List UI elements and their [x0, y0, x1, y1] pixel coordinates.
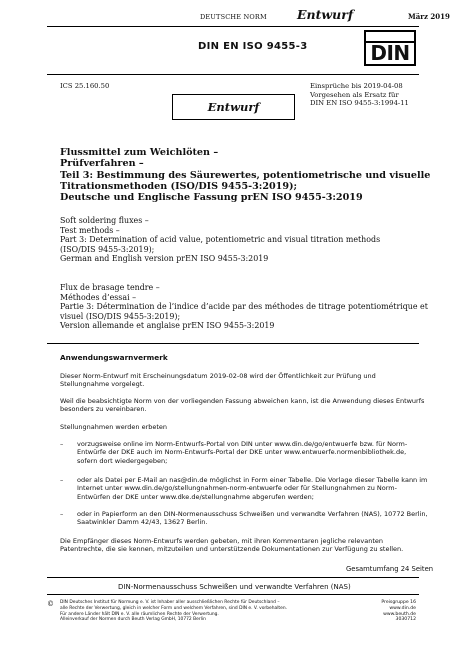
price-group: Preisgruppe 16 — [381, 600, 416, 605]
submission-option-online — [60, 440, 420, 466]
standard-number: DIN EN ISO 9455-3 — [198, 41, 308, 52]
title-de-line: Prüfverfahren – — [60, 158, 144, 170]
copyright-icon: © — [47, 600, 54, 608]
submission-option-email — [60, 476, 428, 502]
header-divider — [47, 26, 419, 27]
title-en-line: (ISO/DIS 9455-3:2019); — [60, 244, 155, 254]
warning-heading: Anwendungswarnvermerk — [60, 353, 168, 362]
title-fr-line: visuel (ISO/DIS 9455-3:2019); — [60, 311, 181, 321]
objections-block — [310, 82, 409, 108]
footer-line: Alleinverkauf der Normen durch Beuth Verlag GmbH, 10772 Berlin — [60, 617, 206, 623]
bullet-line: sofern dort wiedergegeben; — [77, 456, 168, 465]
replacement-intent: Vorgesehen als Ersatz für — [310, 90, 399, 99]
bullet-line: oder als Datei per E-Mail an nas@din.de möglichst in Form einer Tabelle. Die Vorlage dieser Tabelle kann im — [77, 476, 428, 484]
footer-line: Für andere Länder hält DIN e. V. alle räumlichen Rechte der Verwertung. — [60, 611, 219, 617]
warning-paragraph-1 — [60, 372, 420, 389]
objections-deadline: Einsprüche bis 2019-04-08 — [310, 82, 403, 90]
beuth-website-link[interactable]: www.beuth.de — [383, 611, 416, 617]
title-block-divider — [47, 74, 419, 75]
draft-badge: Entwurf — [172, 94, 295, 120]
warning-paragraph-3 — [60, 423, 420, 431]
total-pages: Gesamtumfang 24 Seiten — [346, 565, 434, 573]
footer-meta — [376, 600, 416, 617]
ics-code: ICS 25.160.50 — [60, 82, 110, 90]
bullet-line: Saatwinkler Damm 42/43, 13627 Berlin. — [77, 518, 208, 527]
publisher-label: DEUTSCHE NORM — [200, 13, 267, 21]
title-fr-line: Méthodes d’essai – — [60, 292, 137, 302]
paragraph-line: Die Empfänger dieses Norm-Entwurfs werden gebeten, mit ihren Kommentaren jegliche relevanten — [60, 537, 383, 545]
title-en-line: Soft soldering fluxes – — [60, 216, 149, 225]
title-fr-line: Flux de brasage tendre – — [60, 283, 160, 292]
replaced-standard: DIN EN ISO 9455-3:1994-11 — [310, 99, 409, 108]
title-de-line: Flussmittel zum Weichlöten – — [60, 147, 219, 158]
title-en-line: Part 3: Determination of acid value, potentiometric and visual titration methods — [60, 235, 381, 245]
draft-status-label: Entwurf — [297, 7, 354, 22]
din-logo-text: DIN — [370, 41, 410, 65]
paragraph-line: Stellungnahme vorgelegt. — [60, 380, 145, 389]
title-en-line: German and English version prEN ISO 9455-3:2019 — [60, 254, 269, 264]
title-en-line: Test methods – — [60, 225, 120, 235]
committee-divider — [47, 577, 419, 578]
bullet-line: Entwürfen der DKE unter www.dke.de/stellungnahme abgerufen werden; — [77, 492, 314, 501]
bullet-line: Entwürfe der DKE auch im Norm-Entwurfs-Portal der DKE unter www.entwuerfe.normenbibliothek.de, — [77, 448, 407, 457]
bullet-dash: – — [60, 440, 64, 448]
warning-paragraph-2 — [60, 397, 425, 414]
bullet-line: oder in Papierform an den DIN-Normenausschuss Schweißen und verwandte Verfahren (NAS), 10772 Berlin, — [77, 510, 428, 518]
din-logo — [364, 30, 416, 66]
patent-notice — [60, 537, 420, 554]
french-title — [60, 283, 430, 331]
warning-top-divider — [47, 343, 419, 344]
bullet-dash: – — [60, 476, 64, 484]
title-de-line: Teil 3: Bestimmung des Säurewertes, potentiometrische und visuelle — [60, 169, 431, 181]
footer-line: alle Rechte der Verwertung, gleich in welcher Form und welchem Verfahren, sind DIN e. V. vorbehalten. — [60, 605, 288, 611]
bullet-dash: – — [60, 510, 64, 518]
footer-divider — [47, 594, 419, 595]
document-number: 3030712 — [395, 617, 416, 622]
footer-line: DIN Deutsches Institut für Normung e. V. ist Inhaber aller ausschließlichen Rechte für Deutschland – — [60, 600, 280, 605]
paragraph-line: Weil die beabsichtigte Norm von der vorliegenden Fassung abweichen kann, ist die Anwendung dieses Entwurfs — [60, 397, 425, 405]
title-fr-line: Version allemande et anglaise prEN ISO 9455-3:2019 — [60, 321, 275, 331]
paragraph-line: Stellungnahmen werden erbeten — [60, 423, 168, 431]
copyright-notice — [60, 600, 340, 623]
bullet-line: vorzugsweise online im Norm-Entwurfs-Portal von DIN unter www.din.de/go/entwuerfe bzw. für Norm- — [77, 440, 408, 448]
title-de-line: Deutsche und Englische Fassung prEN ISO 9455-3:2019 — [60, 192, 363, 204]
english-title — [60, 216, 420, 264]
publication-date: März 2019 — [408, 12, 450, 21]
german-title — [60, 147, 431, 204]
bullet-line: Internet unter www.din.de/go/stellungnahmen-norm-entwuerfe oder für Stellungnahmen zu Norm- — [77, 484, 397, 493]
din-website-link[interactable]: www.din.de — [389, 605, 416, 611]
submission-option-paper — [60, 510, 428, 528]
title-de-line: Titrationsmethoden (ISO/DIS 9455-3:2019); — [60, 180, 298, 192]
committee-name: DIN-Normenausschuss Schweißen und verwandte Verfahren (NAS) — [118, 583, 351, 591]
title-fr-line: Partie 3: Détermination de l’indice d’acide par des méthodes de titrage potentiométrique et — [60, 302, 428, 312]
paragraph-line: Patentrechte, die sie kennen, mitzuteilen und unterstützende Dokumentationen zur Verfügung zu stellen. — [60, 545, 404, 554]
paragraph-line: Dieser Norm-Entwurf mit Erscheinungsdatum 2019-02-08 wird der Öffentlichkeit zur Prüfung und — [60, 372, 376, 380]
paragraph-line: besonders zu vereinbaren. — [60, 405, 147, 414]
